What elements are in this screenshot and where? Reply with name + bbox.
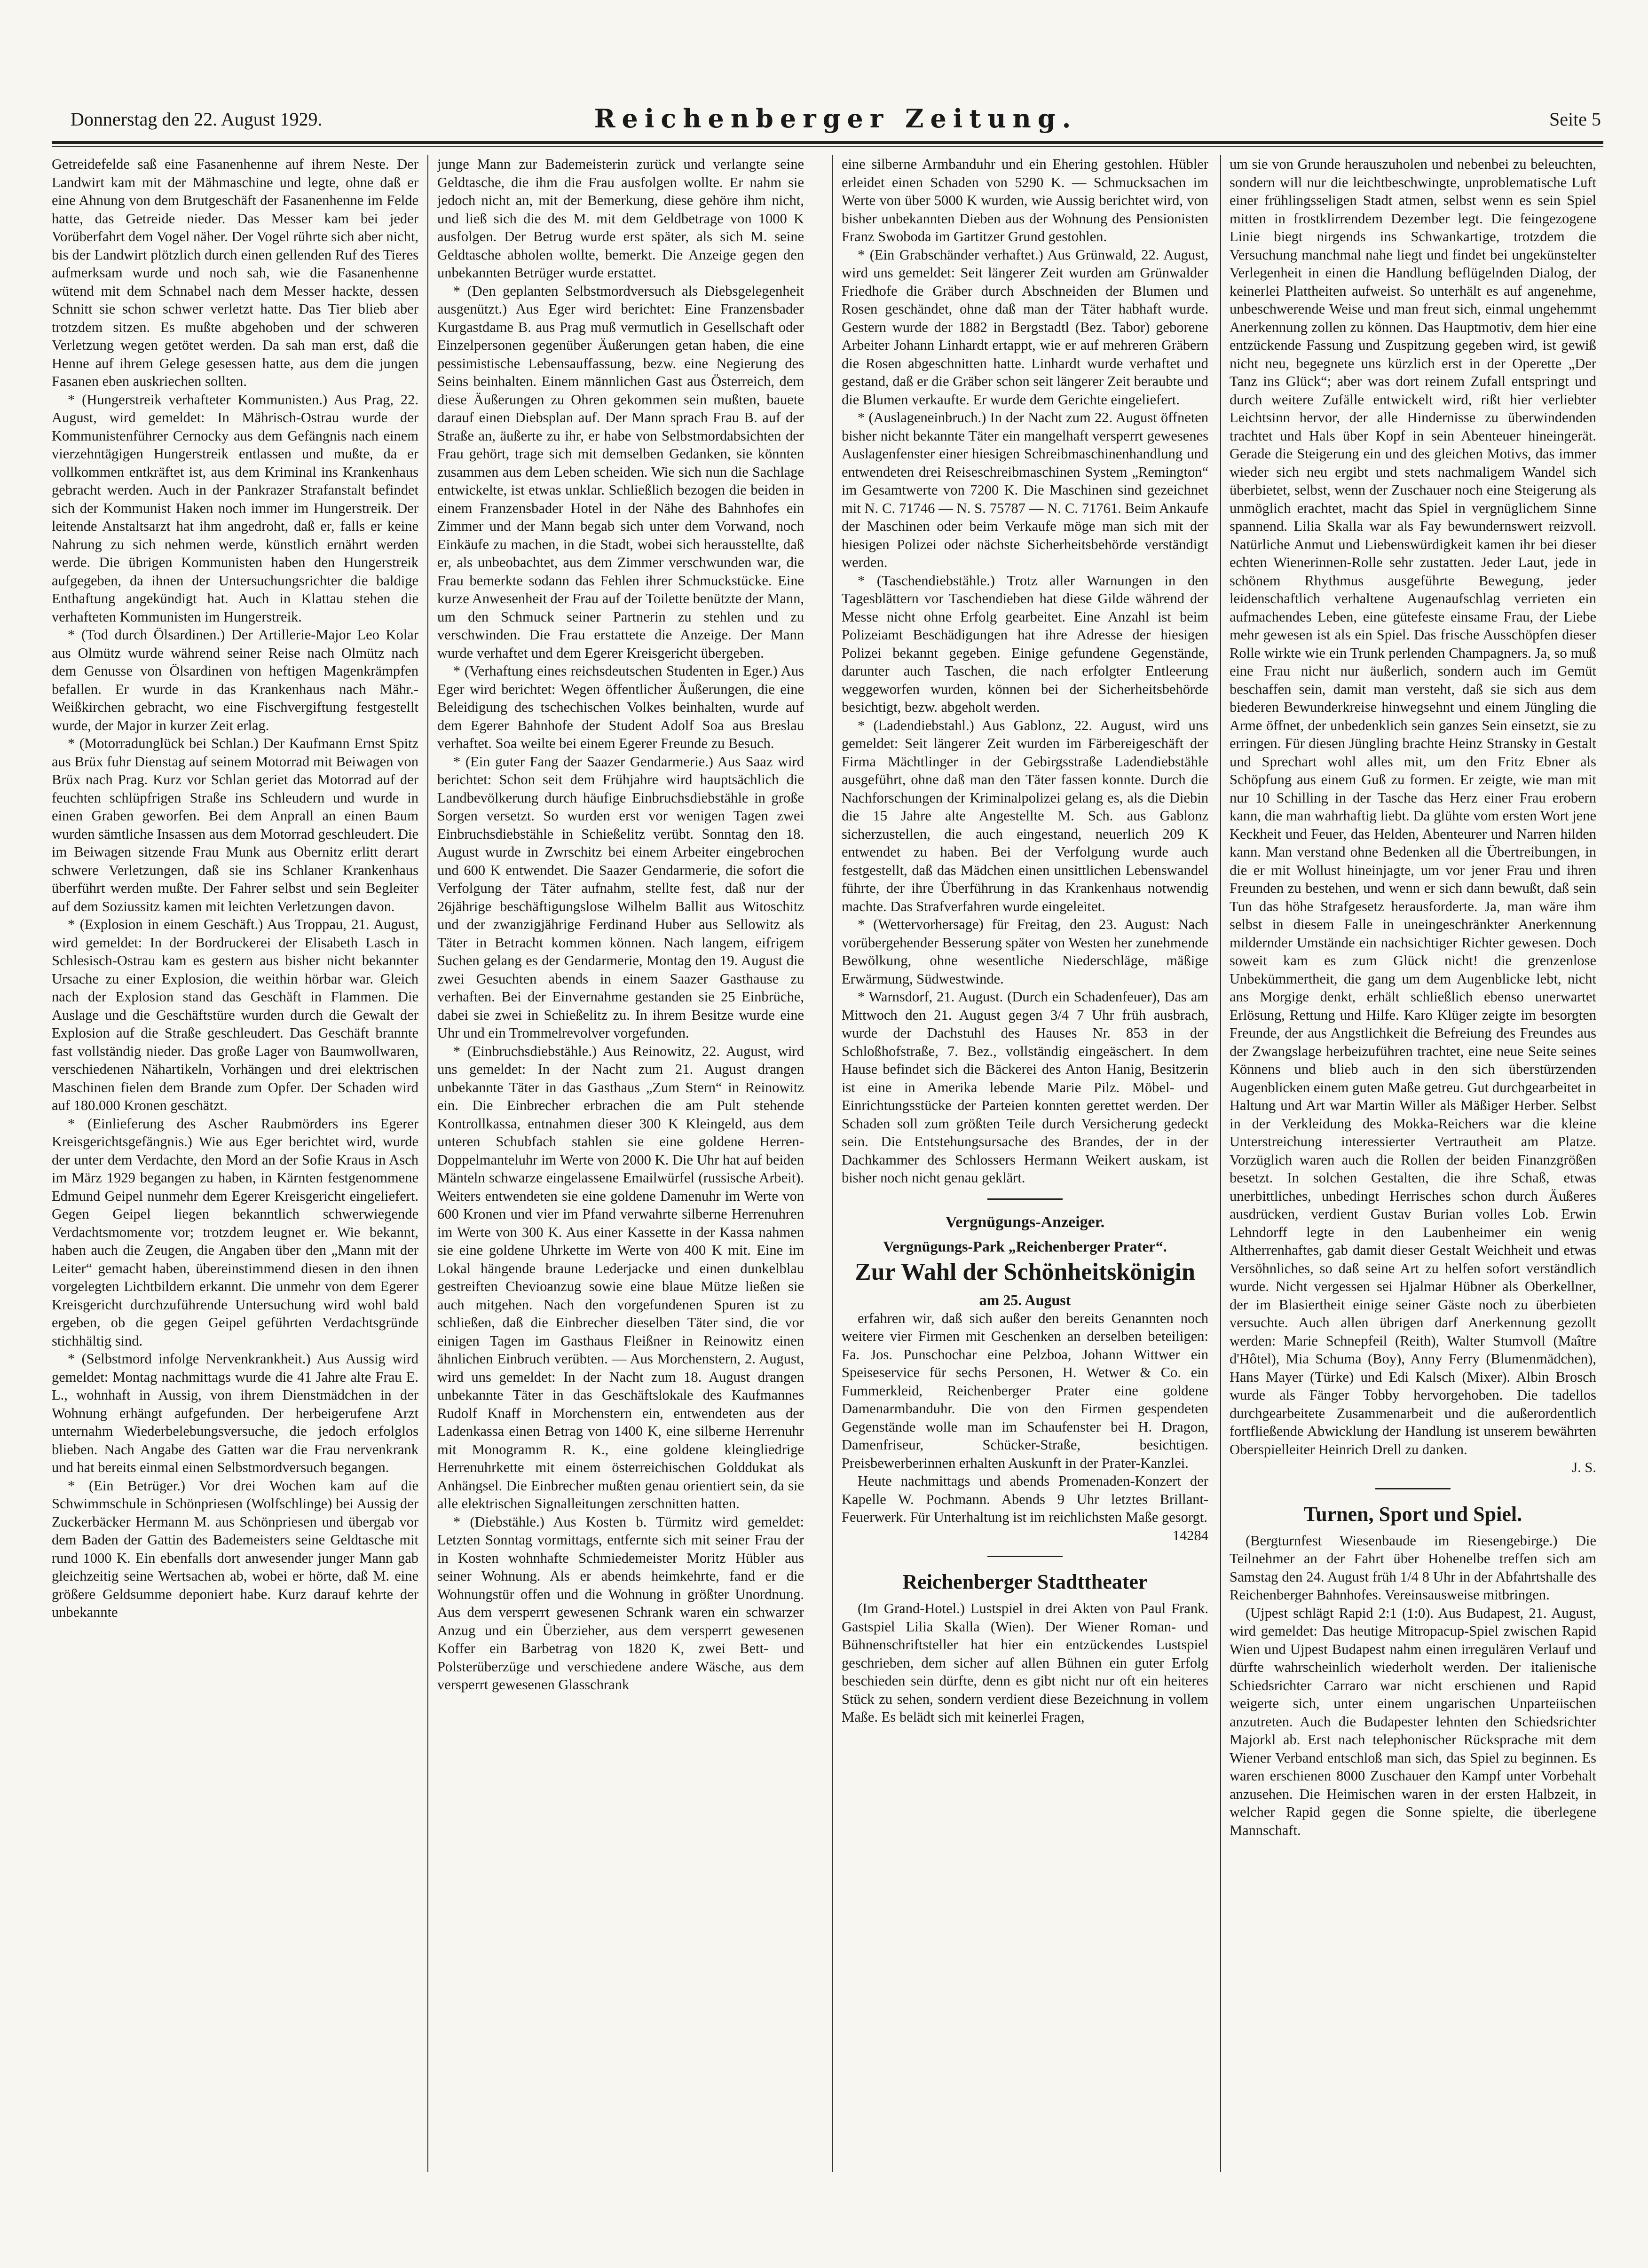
- article-paragraph: * (Den geplanten Selbstmordversuch als Diebsgelegenheit ausgenützt.) Aus Eger wird berichtet: Eine Franzensbader Kurgastdame B. aus Prag muß vermutlich in Gesellschaft oder Einzelpersonen gegenüber Äußerungen getan haben, die eine pessimistische Lebensauffassung, bezw. eine Negierung des Seins beinhalten. Einem männlichen Gast aus Österreich, dem diese Äußerungen zu Ohren gekommen sein mußten, bauete darauf einen Diebsplan auf. Der Mann sprach Frau B. auf der Straße an, äußerte zu ihr, er habe von Selbstmordabsichten der Frau gehört, trage sich mit demselben Gedanken, sie könnten zusammen aus dem Leben scheiden. Wie sich nun die Sachlage entwickelte, ist etwas unklar. Schließlich bezogen die beiden in einem Franzensbader Hotel in der Nähe des Bahnhofes ein Zimmer und der Mann begab sich unter dem Vorwand, noch Einkäufe zu machen, in die Stadt, wobei sich herausstellte, daß er, als unbeobachtet, aus dem Zimmer verschwunden war, die Frau bemerkte sodann das Fehlen ihrer Schmuckstücke. Eine kurze Anwesenheit der Frau auf der Toilette benützte der Mann, um den Schmuck seiner Partnerin zu stehlen und zu verschwinden. Die Frau erstattete die Anzeige. Der Mann wurde verhaftet und dem Egerer Kreisgericht übergeben.: [437, 283, 804, 661]
- header-rule: [52, 141, 1603, 144]
- page-header: [71, 100, 1601, 137]
- article-paragraph: * (Hungerstreik verhafteter Kommunisten.) Aus Prag, 22. August, wird gemeldet: In Mährisch-Ostrau wurde der Kommunistenführer Cernocky aus dem Gefängnis nach einem vierzehntägigen Hungerstreik entlassen und mußte, da er vollkommen entkräftet ist, aus dem Kriminal ins Krankenhaus gebracht werden. Auch in der Pankrazer Strafanstalt befindet sich der Kommunist Haken noch immer im Hungerstreik. Der leitende Anstaltsarzt hat ihm angedroht, daß er, falls er keine Nahrung zu sich nehmen werde, künstlich ernährt werden werde. Die übrigen Kommunisten haben den Hungerstreik aufgegeben, da ihnen der Untersuchungsrichter die baldige Enthaftung angekündigt hat. Auch in Klattau stehen die verhafteten Kommunisten im Hungerstreik.: [52, 391, 418, 625]
- column-1: [52, 155, 418, 2172]
- article-paragraph: (Ujpest schlägt Rapid 2:1 (1:0). Aus Budapest, 21. August, wird gemeldet: Das heutige Mitropacup-Spiel zwischen Rapid Wien und Ujpest Budapest nahm einen irregulären Verlauf und dürfte wahrscheinlich wiederholt werden. Der italienische Schiedsrichter Carraro war nicht erschienen und Rapid weigerte sich, unter einem ungarischen Unparteiischen anzutreten. Auch die Budapester lehnten den Schiedsrichter Majorkl ab. Erst nach telephonischer Rücksprache mit dem Wiener Verband entschloß man sich, das Spiel zu beginnen. Es waren erschienen 8000 Zuschauer den Kampf unter Vorbehalt anzusehen. Die Heimischen waren in der ersten Halbzeit, in welcher Rapid gegen die Sonne spielte, die überlegene Mannschaft.: [1230, 1605, 1596, 1838]
- ad-headline: Zur Wahl der Schönheitskönigin: [855, 1259, 1195, 1285]
- article-paragraph: eine silberne Armbanduhr und ein Ehering gestohlen. Hübler erleidet einen Schaden von 5290 K. — Schmucksachen im Werte von über 5000 K wurden, wie Aussig berichtet wird, von bisher unbekannten Dieben aus der Wohnung des Pensionisten Franz Swoboda im Gartitzer Grund gestohlen.: [842, 156, 1208, 244]
- article-paragraph: junge Mann zur Bademeisterin zurück und verlangte seine Geldtasche, die ihm die Frau ausfolgen wollte. Er nahm sie jedoch nicht an, mit der Bemerkung, diese gehöre ihm nicht, und ließ sich die des M. mit dem Geldbetrage von 1000 K ausfolgen. Der Betrug wurde erst später, als sich M. seine Geldtasche abholen wollte, bemerkt. Die Anzeige gegen den unbekannten Betrüger wurde erstattet.: [437, 156, 804, 281]
- article-paragraph: * (Einbruchsdiebstähle.) Aus Reinowitz, 22. August, wird uns gemeldet: In der Nacht zum 21. August drangen unbekannte Täter in das Gasthaus „Zum Stern“ in Reinowitz ein. Die Einbrecher erbrachen die am Pult stehende Kontrollkassa, entnahmen dieser 300 K Kleingeld, aus dem unteren Schubfach stahlen sie eine goldene Herren-Doppelmanteluhr im Werte von 2000 K. Die Uhr hat auf beiden Mänteln schwarze eingelassene Emailwürfel (russische Arbeit). Weiters entwendeten sie eine goldene Damenuhr im Werte von 600 Kronen und vier im Pfand verwahrte silberne Herrenuhren im Werte von 300 K. Aus einer Kassette in der Kassa nahmen sie eine goldene Uhrkette im Werte von 400 K mit. Eine im Lokal hängende braune Lederjacke und einen dunkelblau gestreiften Chevioanzug sowie eine blaue Mütze ließen sie auch mitgehen. Nach den vorgefundenen Spuren ist zu schließen, daß die Einbrecher dieselben Täter sind, die vor einigen Tagen im Gasthaus Fleißner in Reinowitz einen ähnlichen Einbruch verübten. — Aus Morchenstern, 2. August, wird uns gemeldet: In der Nacht zum 18. August drangen unbekannte Täter in das Geschäftslokale des Kaufmannes Rudolf Knaff in Morchenstern ein, entwendeten aus der Ladenkassa einen Betrag von 1400 K, eine silberne Herrenuhr mit Monogramm R. K., eine goldene kleingliedrige Herrenuhrkette mit einem österreichischen Golddukat als Anhängsel. Die Einbrecher mußten genau orientiert sein, da sie alle elektrischen Signalleitungen zerschnitten hatten.: [437, 1043, 804, 1512]
- column-3: [842, 155, 1208, 2172]
- column-divider: [832, 155, 833, 2172]
- article-paragraph: * (Verhaftung eines reichsdeutschen Studenten in Eger.) Aus Eger wird berichtet: Wegen öffentlicher Äußerungen, die eine Beleidigung des tschechischen Volkes beinhalten, wurde auf dem Egerer Bahnhofe der Student Adolf Soa aus Breslau verhaftet. Soa weilte bei einem Egerer Freunde zu Besuch.: [437, 663, 804, 751]
- article-paragraph: * (Motorradunglück bei Schlan.) Der Kaufmann Ernst Spitz aus Brüx fuhr Dienstag auf seinem Motorrad mit Beiwagen von Brüx nach Prag. Kurz vor Schlan geriet das Motorrad auf der feuchten schlüpfrigen Straße ins Schleudern und wurde in einen Graben geworfen. Bei dem Anprall an einen Baum wurden sämtliche Insassen aus dem Motorrad geschleudert. Die im Beiwagen sitzende Frau Munk aus Obernitz erlitt derart schwere Verletzungen, daß sie ins Schlaner Krankenhaus überführt werden mußte. Der Fahrer selbst und sein Begleiter auf dem Soziussitz kamen mit leichten Verletzungen davon.: [52, 735, 418, 914]
- article-paragraph: * (Einlieferung des Ascher Raubmörders ins Egerer Kreisgerichtsgefängnis.) Wie aus Eger berichtet wird, wurde der unter dem Verdachte, den Mord an der Sofie Kraus in Asch im März 1929 begangen zu haben, in Kärnten festgenommene Edmund Geipel nunmehr dem Egerer Kreisgericht eingeliefert. Gegen Geipel liegen bekanntlich schwerwiegende Verdachtsmomente vor; trotzdem leugnet er. Wie bekannt, haben auch die Zeugen, die Angaben über den „Mann mit der Leiter“ gemacht haben, übereinstimmend diesen in den ihnen vorgelegten Lichtbildern erkannt. Die unmehr von dem Egerer Kreisgericht durchzuführende Untersuchung wird wohl bald ergeben, ob die gegen Geipel geführten Verdachtsgründe stichhältig sind.: [52, 1115, 418, 1349]
- column-divider: [1220, 155, 1221, 2172]
- section-separator: [987, 1556, 1063, 1557]
- article-paragraph: * Warnsdorf, 21. August. (Durch ein Schadenfeuer), Das am Mittwoch den 21. August gegen 3/4 7 Uhr früh ausbrach, wurde der Dachstuhl des Hauses Nr. 853 in der Schloßhofstraße, 7. Bez., vollständig eingeäschert. In dem Hause befindet sich die Bäckerei des Anton Hanig, Besitzerin ist eine in Amerika lebende Marie Pilz. Möbel- und Einrichtungsstücke der Parteien konnten gerettet werden. Der Schaden soll zum größten Teile durch Versicherung gedeckt sein. Die Entstehungsursache des Brandes, der in der Dachkammer des Schlossers Hermann Weikert auskam, ist bisher noch nicht genau geklärt.: [842, 989, 1208, 1186]
- newspaper-title: Reichenberger Zeitung.: [594, 103, 1078, 134]
- ad-section-title: Vergnügungs-Anzeiger.: [945, 1213, 1105, 1231]
- ad-venue: Vergnügungs-Park „Reichenberger Prater“.: [883, 1237, 1167, 1255]
- section-separator: [1375, 1488, 1451, 1489]
- article-paragraph: * (Ein guter Fang der Saazer Gendarmerie.) Aus Saaz wird berichtet: Schon seit dem Frühjahre wird hauptsächlich die Landbevölkerung durch häufige Einbruchsdiebstähle in große Sorgen versetzt. So wurden erst vor wenigen Tagen zwei Einbruchsdiebstähle in Schießelitz verübt. Sonntag den 18. August wurde in Zwrschitz bei einem Arbeiter eingebrochen und 600 K entwendet. Die Saazer Gendarmerie, die sofort die Verfolgung der Täter aufnahm, stellte fest, daß nur der 26jährige beschäftigungslose Wilhelm Ballit aus Witoschitz und der zwanzigjährige Ferdinand Huber aus Sellowitz als Täter in Betracht kommen können. Nach langem, eifrigem Suchen gelang es der Gendarmerie, Montag den 19. August die zwei Gesuchten abends in einem Saazer Gasthause zu verhaften. Bei der Einvernahme gestanden sie 25 Einbrüche, dabei sie zwei in Schießelitz zu. In ihrem Besitze wurde eine Uhr und ein Trommelrevolver vorgefunden.: [437, 753, 804, 1041]
- article-paragraph: * (Tod durch Ölsardinen.) Der Artillerie-Major Leo Kolar aus Olmütz wurde während seiner Reise nach Olmütz nach dem Genusse von Ölsardinen von heftigen Magenkrämpfen befallen. Er wurde in das Krankenhaus nach Mähr.-Weißkirchen gebracht, wo eine Fischvergiftung festgestellt wurde, der Major in kurzer Zeit erlag.: [52, 627, 418, 733]
- article-paragraph: * (Auslageneinbruch.) In der Nacht zum 22. August öffneten bisher nicht bekannte Täter ein mangelhaft versperrt gewesenes Auslagenfenster einer hiesigen Schreibmaschinenhandlung und entwendeten drei Reiseschreibmaschinen System „Remington“ im Gesamtwerte von 7200 K. Die Maschinen sind gezeichnet mit N. C. 71746 — N. S. 75787 — N. C. 71761. Beim Ankaufe der Maschinen oder beim Verkaufe möge man sich mit der hiesigen Polizei oder nächste Sicherheitsbehörde verständigt werden.: [842, 410, 1208, 570]
- article-paragraph: Getreidefelde saß eine Fasanenhenne auf ihrem Neste. Der Landwirt kam mit der Mähmaschine und legte, ohne daß er eine Ahnung von dem Brutgeschäft der Fasanenhenne im Felde hatte, das Getreide nieder. Das Messer kam bei jeder Vorüberfahrt dem Vogel näher. Der Vogel rührte sich aber nicht, bis der Landwirt plötzlich durch einen gellenden Ruf des Tieres aufmerksam wurde und noch sah, wie die Fasanenhenne wütend mit dem Schnabel nach dem Messer hackte, dessen Schnitt sie schon schwer verletzt hatte. Das Tier blieb aber trotzdem sitzen. Es mußte abgehoben und der schweren Verletzung wegen getötet werden. Da sah man erst, daß die Henne auf ihrem Gelege gesessen hatte, aus dem die jungen Fasanen eben auskriechen sollten.: [52, 156, 418, 389]
- section-separator: [987, 1198, 1063, 1200]
- article-paragraph: * (Selbstmord infolge Nervenkrankheit.) Aus Aussig wird gemeldet: Montag nachmittags wurde die 41 Jahre alte Frau E. L., wohnhaft in Aussig, von ihrem Dienstmädchen in der Wohnung erhängt aufgefunden. Der herbeigerufene Arzt unternahm Wiederbelebungsversuche, die jedoch erfolglos blieben. Nach Angabe des Gatten war die Frau nervenkrank und hat bereits einmal einen Selbstmordversuch begangen.: [52, 1351, 418, 1475]
- article-paragraph: * (Ein Betrüger.) Vor drei Wochen kam auf die Schwimmschule in Schönpriesen (Wolfschlinge) bei Aussig der Zuckerbäcker Hermann M. aus Schönpriesen und übergab vor dem Baden der Gattin des Bademeisters seine Geldtasche mit rund 1000 K. Ein ebenfalls dort anwesender junger Mann gab gleichzeitig seine Wertsachen ab, wobei er hörte, daß M. eine größere Geldsumme deponiert habe. Kurz darauf kehrte der unbekannte: [52, 1477, 418, 1620]
- ad-text: erfahren wir, daß sich außer den bereits Genannten noch weitere vier Firmen mit Geschenken an derselben beteiligen: Fa. Jos. Punschochar eine Pelzboa, Johann Wittwer ein Speiseservice für sechs Personen, H. Wetwer & Co. ein Fummerkleid, Reichenberger Prater eine goldene Damenarmbanduhr. Die von den Firmen gespendeten Gegenstände wolle man im Schaufenster bei H. Dragon, Damenfriseur, Schücker-Straße, besichtigen. Preisbewerberinnen erhalten Auskunft in der Prater-Kanzlei.: [842, 1310, 1208, 1471]
- page-number: Seite 5: [1549, 109, 1601, 130]
- sport-section-title: Turnen, Sport und Spiel.: [1303, 1502, 1522, 1526]
- column-4: [1230, 155, 1596, 2172]
- ad-code: 14284: [1172, 1527, 1208, 1544]
- article-paragraph: * (Explosion in einem Geschäft.) Aus Troppau, 21. August, wird gemeldet: In der Bordruckerei der Elisabeth Lasch in Schlesisch-Ostrau kam es gestern aus bisher nicht bekannter Ursache zu einer Explosion, die weithin hörbar war. Gleich nach der Explosion stand das Geschäft in Flammen. Die Auslage und die Geschäftstüre wurden durch die Gewalt der Explosion auf die Straße geschleudert. Das Geschäft brannte fast vollständig nieder. Das große Lager von Baumwollwaren, verschiedenen Nähartikeln, Vorhängen und drei elektrischen Maschinen fielen dem Brande zum Opfer. Der Schaden wird auf 180.000 Kronen geschätzt.: [52, 916, 418, 1113]
- article-paragraph: * (Ein Grabschänder verhaftet.) Aus Grünwald, 22. August, wird uns gemeldet: Seit längerer Zeit wurden am Grünwalder Friedhofe die Gräber durch Abschneiden der Blumen und Rosen geschändet, ohne daß man der Täter habhaft wurde. Gestern wurde der 1882 in Bergstadtl (Bez. Tabor) geborene Arbeiter Johann Linhardt ertappt, wie er auf mehreren Gräbern die Rosen abgeschnitten hatte. Linhardt wurde verhaftet und gestand, daß er die Gräber schon seit längerer Zeit beraubte und die Blumen verkaufte. Er wurde dem Gerichte eingeliefert.: [842, 246, 1208, 408]
- article-paragraph: * (Ladendiebstahl.) Aus Gablonz, 22. August, wird uns gemeldet: Seit längerer Zeit wurden im Färbereigeschäft der Firma Mächtlinger in der Gebirgsstraße Ladendiebstähle ausgeführt, ohne daß man den Täter fassen konnte. Durch die Nachforschungen der Kriminalpolizei gelang es, als die Diebin die 15 Jahre alte Angestellte M. Sch. aus Gablonz sicherzustellen, die auch eingestand, neuerlich 209 K entwendet zu haben. Bei der Verfolgung wurde auch festgestellt, daß das Mädchen einen unsittlichen Lebenswandel führte, der ihre Überführung in das Krankenhaus notwendig machte. Das Strafverfahren wurde eingeleitet.: [842, 717, 1208, 914]
- header-rule-thin: [52, 146, 1603, 147]
- article-paragraph: (Bergturnfest Wiesenbaude im Riesengebirge.) Die Teilnehmer an der Fahrt über Hohenelbe treffen sich am Samstag den 24. August früh 1/4 8 Uhr in der Abfahrtshalle des Reichenberger Bahnhofes. Vereinsausweise mitbringen.: [1230, 1532, 1596, 1603]
- article-paragraph: * (Diebstähle.) Aus Kosten b. Türmitz wird gemeldet: Letzten Sonntag vormittags, entfernte sich mit seiner Frau der in Kosten wohnhafte Schmiedemeister Moritz Hübler aus seiner Wohnung. Als er abends heimkehrte, fand er die Wohnungstür offen und die Wohnung in größter Unordnung. Aus dem versperrt gewesenen Schrank waren ein schwarzer Anzug und ein Überzieher, aus dem versperrt gewesenen Koffer ein Barbetrag von 1820 K, zwei Bett- und Polsterüberzüge und verschiedene andere Wäsche, aus dem versperrt gewesenen Glasschrank: [437, 1513, 804, 1693]
- ad-date: am 25. August: [979, 1292, 1071, 1308]
- article-paragraph: * (Taschendiebstähle.) Trotz aller Warnungen in den Tagesblättern vor Taschendieben hat diese Gilde während der Messe nicht ohne Erfolg gearbeitet. Eine Anzahl ist beim Polizeiamt Beschädigungen hat ihre Adresse der hiesigen Polizei bekannt gegeben. Einige gefundene Gegenstände, darunter auch Taschen, die nach erfolgter Entleerung weggeworfen wurden, können bei der Sicherheitsbehörde besichtigt, bezw. abgeholt werden.: [842, 572, 1208, 715]
- issue-date: Donnerstag den 22. August 1929.: [71, 109, 323, 130]
- article-paragraph: * (Wettervorhersage) für Freitag, den 23. August: Nach vorübergehender Besserung später von Westen her zunehmende Bewölkung, ohne wesentliche Niederschläge, mäßige Erwärmung, Südwestwinde.: [842, 916, 1208, 987]
- article-paragraph: um sie von Grunde herauszuholen und nebenbei zu beleuchten, sondern will nur die leichtbeschwingte, unproblematische Luft einer frühlingsseligen Stadt atmen, selbst wenn es sein Spiel mitten in frostklirrendem Dezember legt. Die feingezogene Linie biegt nirgends ins Schwankartige, trotzdem die Versuchung manchmal nahe liegt und findet bei ungekünstelter Verlegenheit in einen die Handlung beflügelnden Dialog, der keinerlei Plattheiten aufweist. So unterhält es auf angenehme, unbeschwerende Weise und man freut sich, einmal ungehemmt Anerkennung zollen zu können. Das Hauptmotiv, dem hier eine entzückende Fassung und Zuspitzung gegeben wird, ist gewiß nicht neu, begegnete uns kürzlich erst in der Operette „Der Tanz ins Glück“; aber was dort reinem Zufall entspringt und durch weitere Zufälle entwickelt wird, rißt hier verliebter Leichtsinn hervor, der alle Hindernisse zu überwindenden trachtet und Hals über Kopf in sein Abenteuer hineingerät. Gerade die Steigerung ein und des gleichen Motivs, das immer wieder sich neu ergibt und stets nachmaligem Wandel sich überbietet, selbst, wenn der Zuschauer noch eine Steigerung als unmöglich erachtet, macht das Spiel in vergnüglichem Sinne spannend. Lilia Skalla war als Fay bewundernswert reizvoll. Natürliche Anmut und Liebenswürdigkeit kamen ihr bei dieser echten Wienerinnen-Rolle sehr zustatten. Jeder Laut, jede in schönem Rhythmus ausgeführte Bewegung, jeder leidenschaftlich verhaltene Augenaufschlag verrieten ein aufmachendes Leben, eine gütefeste einsame Frau, der Liebe mehr gewesen ist als ein Spiel. Das frische Ausschöpfen dieser Rolle wirkte wie ein Trunk perlenden Champagners. Ja, so muß eine Frau nicht nur äußerlich, sondern auch im Gemüt beschaffen sein, damit man versteht, daß sie sich aus dem biederen Bewunderkreise hinwegsehnt und einem Jüngling die Arme öffnet, der unbedenklich sein ganzes Sein einsetzt, sie zu erringen. Für diesen Jüngling brachte Heinz Stransky in Gestalt und Sprechart wohl alles mit, um den Fritz Ebner als Schöpfung aus einem Guß zu formen. Er zeigte, wie man mit nur 10 Schilling in der Tasche das Herz einer Frau erobern kann, die man wahrhaftig liebt. Da glühte vom ersten Wort jene Keckheit und Feuer, das Helden, Abenteurer und Narren hilden kann. Man verstand ohne Bedenken all die Übertreibungen, in die er mit Wollust hineinjagte, um vor jener Frau und ihren Freunden zu bestehen, und wenn er sich dann bewußt, daß sein Tun das höhe Strafgesetz herausforderte. Ja, man wäre ihm selbst in diesem Falle in uneingeschränkter Anerkennung mildernder Umstände ein nachsichtiger Richter gewesen. Doch soweit kam es zum Glück nicht! die grenzenlose Unbekümmertheit, die gang um dem Augenblicke lebt, nicht ans Morgige denkt, erhält schließlich ebenso unerwartet Erlösung, Rettung und Hilfe. Karo Klüger zeigte im besorgten Freunde, der aus Angstlichkeit die Befreiung des Freundes aus der Zwangslage herbeizuführen trachtet, eine neue Seite seines Könnens und blieb auch in den sich überstürzenden Augenblicken einem guten Maße getreu. Gut durchgearbeitet in Haltung und Art war Martin Willer als Mäßiger Herber. Selbst in der Verkleidung des Mokka-Reichers war die kleine Unterstreichung interessierter Vertrautheit am Platze. Vorzüglich waren auch die Rollen der beiden Finanzgrößen besetzt. In solchen Gestalten, die ihre Schaß, etwas unerbittliches, unbedingt Herrisches schon durch Äußeres ausdrücken, verdient Gustav Burian volles Lob. Erwin Lehndorff legte in den Laubenheimer ein wenig Altherrenhaftes, gab damit dieser Gestalt Weichheit und etwas Versöhnliches, so daß seine Art zu helfen sofort verständlich wurde. Nicht vergessen sei Hjalmar Hübner als Oberkellner, der im Blasiertheit einige seiner Gäste noch zu überbieten versuchte. Auch allen übrigen darf Anerkennung gezollt werden: Marie Schnepfeil (Reith), Walter Stumvoll (Maître d'Hôtel), Mia Schuma (Boy), Anny Ferry (Blumenmädchen), Hans Mayer (Türke) und Edi Kalsch (Mixer). Albin Brosch wurde als Fänger Tobby hervorgehoben. Die tadellos durchgearbeitete Zusammenarbeit und die außerordentlich fortfließende Abwicklung der Handlung ist unserem bewährten Oberspielleiter Heinrich Drell zu danken.: [1230, 156, 1596, 1457]
- ad-text: Heute nachmittags und abends Promenaden-Konzert der Kapelle W. Pochmann. Abends 9 Uhr letztes Brillant-Feuerwerk. Für Unterhaltung ist im reichlichsten Maße gesorgt.: [842, 1473, 1208, 1525]
- theatre-review: (Im Grand-Hotel.) Lustspiel in drei Akten von Paul Frank. Gastspiel Lilia Skalla (Wien). Der Wiener Roman- und Bühnenschriftsteller hat hier ein entzückendes Lustspiel geschrieben, dem sicher auf allen Bühnen ein guter Erfolg beschieden sein dürfte, denn es gibt nicht nur oft ein heiteres Stück zu sehen, sondern verdient diese Bezeichnung in vollem Maße. Es belädt sich mit keinerlei Fragen,: [842, 1600, 1208, 1725]
- column-divider: [427, 155, 428, 2172]
- author-initials: J. S.: [1572, 1459, 1596, 1475]
- theatre-title: Reichenberger Stadttheater: [902, 1570, 1148, 1593]
- column-2: [437, 155, 804, 2172]
